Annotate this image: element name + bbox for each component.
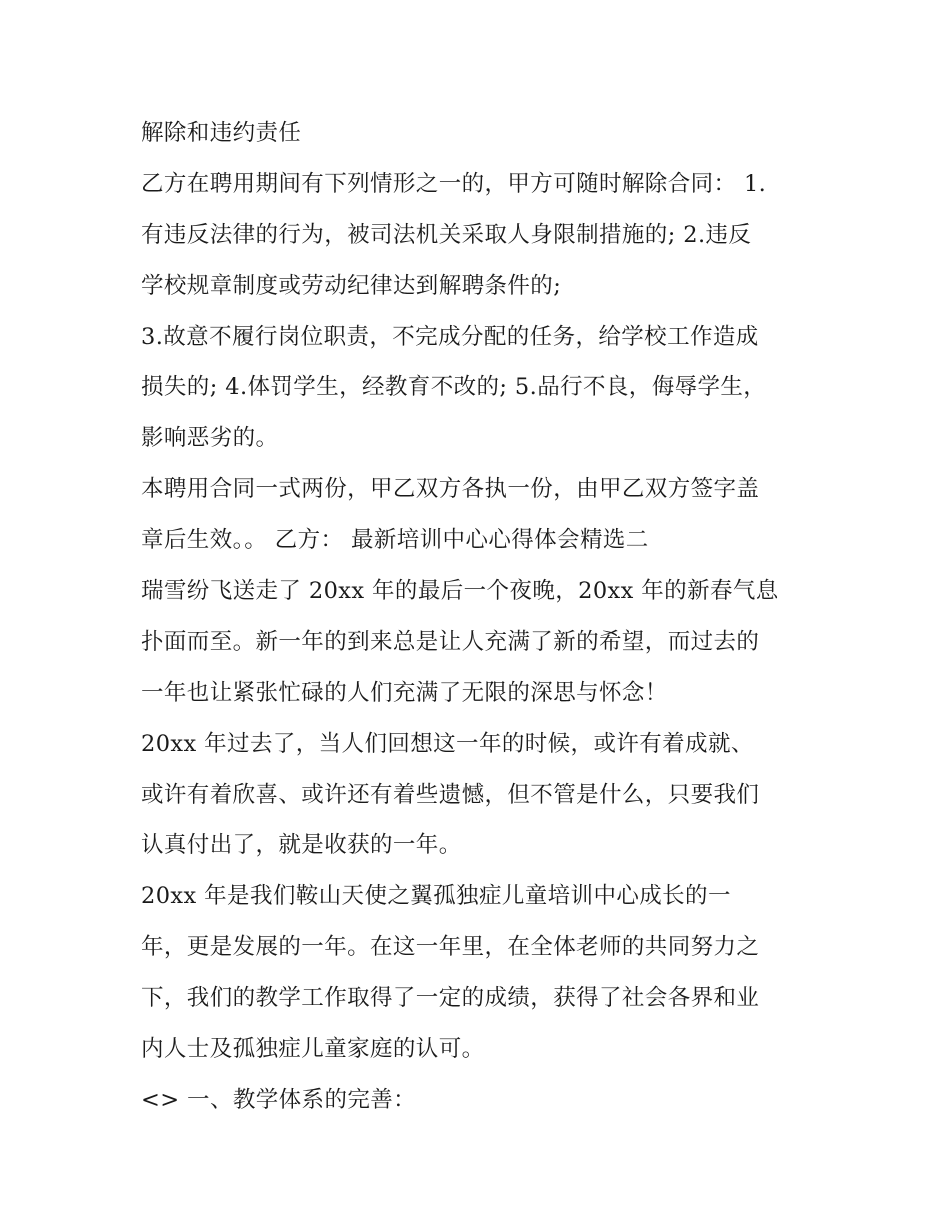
text-line: 乙方在聘用期间有下列情形之一的，甲方可随时解除合同： 1.: [141, 170, 767, 197]
text-line: 章后生效。。 乙方： 最新培训中心心得体会精选二: [141, 527, 649, 554]
text-line: 内人士及孤独症儿童家庭的认可。: [141, 1036, 485, 1063]
text-line: 一年也让紧张忙碌的人们充满了无限的深思与怀念！: [141, 679, 668, 706]
text-line: 损失的; 4.体罚学生，经教育不改的; 5.品行不良，侮辱学生，: [141, 374, 767, 401]
text-line: 学校规章制度或劳动纪律达到解聘条件的;: [141, 272, 562, 299]
section-heading: <> 一、教学体系的完善：: [141, 1086, 417, 1113]
text-line: 20xx 年过去了，当人们回想这一年的时候，或许有着成就、: [141, 730, 754, 757]
text-line: 认真付出了，就是收获的一年。: [141, 832, 462, 859]
text-line: 有违反法律的行为，被司法机关采取人身限制措施的; 2.违反: [141, 221, 752, 248]
text-line: 或许有着欣喜、或许还有着些遗憾，但不管是什么，只要我们: [141, 781, 760, 808]
text-line: 3.故意不履行岗位职责，不完成分配的任务，给学校工作造成: [141, 323, 759, 350]
text-line: 本聘用合同一式两份，甲乙双方各执一份，由甲乙双方签字盖: [141, 476, 760, 503]
text-line: 扑面而至。新一年的到来总是让人充满了新的希望，而过去的: [141, 628, 760, 655]
document-body: [141, 108, 821, 1126]
text-line: 瑞雪纷飞送走了 20xx 年的最后一个夜晚，20xx 年的新春气息: [141, 578, 779, 605]
text-line: 年，更是发展的一年。在这一年里，在全体老师的共同努力之: [141, 934, 760, 961]
section-heading: 解除和违约责任: [141, 120, 302, 146]
text-line: 下，我们的教学工作取得了一定的成绩，获得了社会各界和业: [141, 985, 760, 1012]
text-line: 影响恶劣的。: [141, 425, 279, 452]
text-line: 20xx 年是我们鞍山天使之翼孤独症儿童培训中心成长的一: [141, 883, 731, 910]
